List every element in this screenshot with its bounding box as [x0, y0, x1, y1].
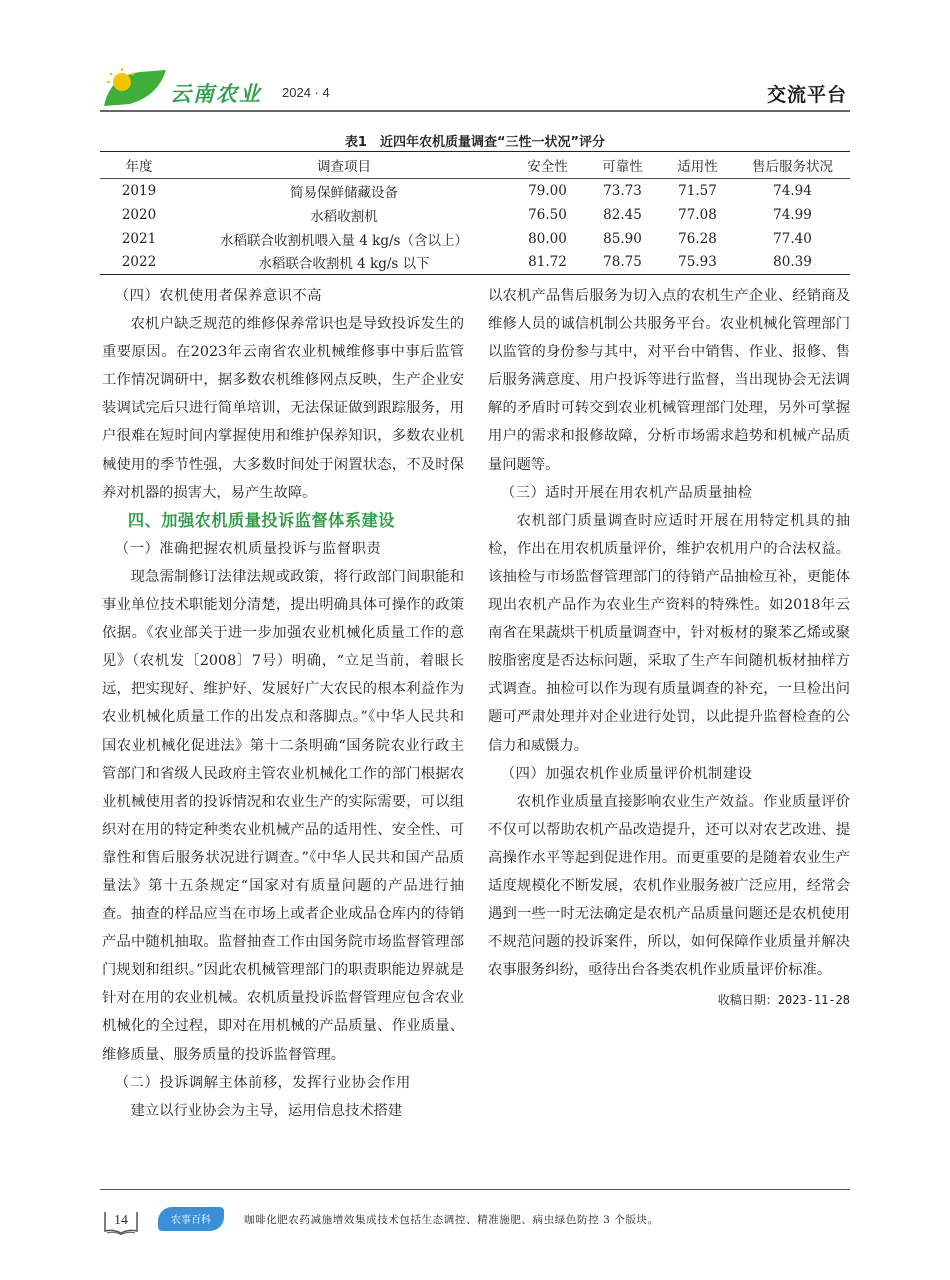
table-header-cell: 可靠性: [585, 152, 660, 179]
page-header: [0, 0, 950, 118]
paragraph: 农机作业质量直接影响农业生产效益。作业质量评价不仅可以帮助农机产品改造提升，还可以对农艺改进、提高操作水平等起到促进作用。而更重要的是随着农业生产适度规模化不断发展，农机作业服务被广泛应用，经常会遇到一些一时无法确定是农机产品质量问题还是农机使用不规范问题的投诉案件，所以，如何保障作业质量并解决农事服务纠纷，亟待出台各类农机作业质量评价标准。: [488, 793, 850, 979]
magazine-logo-icon: [100, 66, 168, 108]
table-cell: 水稻收割机: [310, 208, 378, 225]
column-name: 交流平台: [767, 84, 848, 106]
table-row: [100, 203, 850, 227]
table-cell: 74.94: [773, 182, 812, 199]
table-cell: 2022: [100, 251, 178, 275]
table-cell: 76.50: [528, 206, 567, 223]
paragraph: 现急需制修订法律法规或政策，将行政部门间职能和事业单位技术职能划分清楚，提出明确具体可操作的政策依据。《农业部关于进一步加强农业机械化质量工作的意见》（农机发〔2008〕7号）明确，“立足当前，着眼长远，把实现好、维护好、发展好广大农民的根本利益作为农业机械化质量工作的出发点和落脚点。”《中华人民共和国农业机械化促进法》第十二条明确“国务院农业行政主管部门和省级人民政府主管农业机械化工作的部门根据农业机械使用者的投诉情况和农业生产的实际需要，可以组织对在用的特定种类农业机械产品的适用性、安全性、可靠性和售后服务状况进行调查。”《中华人民共和国产品质量法》第十五条规定“国家对有质量问题的产品进行抽查。抽查的样品应当在市场上或者企业成品仓库内的待销产品中随机抽取。监督抽查工作由国务院市场监督管理部门规划和组织。”因此农机械管理部门的职责职能边界就是针对在用的农业机械。农机质量投诉监督管理应包含农业机械化的全过程，即对在用机械的产品质量、作业质量、维修质量、服务质量的投诉监督管理。: [102, 568, 464, 1063]
table-cell: 82.45: [603, 206, 642, 223]
table-cell: 水稻联合收割机喂入量 4 kg/s（含以上）: [220, 232, 468, 249]
page-number: 14: [114, 1213, 128, 1228]
table-row: [100, 227, 850, 251]
table-row: [100, 179, 850, 203]
table-cell: 79.00: [528, 182, 567, 199]
right-column: [488, 282, 850, 1014]
footer-tip-text: 咖啡化肥农药减施增效集成技术包括生态调控、精准施肥、病虫绿色防控 3 个版块。: [244, 1214, 659, 1226]
table-title: 表1 近四年农机质量调查“三性一状况”评分: [344, 135, 606, 150]
table-cell: 76.28: [678, 230, 717, 247]
received-date: 收稿日期：2023-11-28: [717, 993, 850, 1008]
issue-number: 2024 · 4: [282, 85, 330, 100]
magazine-name: 云南农业: [170, 81, 262, 106]
subheading: （二）投诉调解主体前移，发挥行业协会作用: [114, 1074, 411, 1091]
table-header-cell: 售后服务状况: [735, 152, 850, 179]
table-header-cell: 年度: [100, 152, 178, 179]
footer-divider: [100, 1189, 850, 1190]
footer-tag-label: 农事百科: [171, 1215, 211, 1226]
paragraph: 农机户缺乏规范的维修保养常识也是导致投诉发生的重要原因。在2023年云南省农业机械维修事中事后监管工作情况调研中，据多数农机维修网点反映，生产企业安装调试完后只进行简单培训，无法保证做到跟踪服务，用户很难在短时间内掌握使用和维护保养知识，多数农业机械使用的季节性强，大多数时间处于闲置状态，不及时保养对机器的损害大，易产生故障。: [102, 316, 464, 501]
table-cell: 77.08: [678, 206, 717, 223]
table-cell: 简易保鲜储藏设备: [290, 184, 398, 201]
table-cell: 78.75: [585, 251, 660, 275]
table-cell: 73.73: [603, 182, 642, 199]
table-cell: 71.57: [678, 182, 717, 199]
table-header-cell: 调查项目: [178, 152, 510, 179]
table-header-cell: 适用性: [660, 152, 735, 179]
header-divider: [100, 110, 850, 112]
subheading: （三）适时开展在用农机产品质量抽检: [500, 484, 753, 501]
left-column: [102, 282, 464, 1125]
table-header-row: [100, 152, 850, 179]
table-cell: 2019: [121, 182, 157, 199]
paragraph: 以农机产品售后服务为切入点的农机生产企业、经销商及维修人员的诚信机制公共服务平台。农业机械化管理部门以监管的身份参与其中，对平台中销售、作业、报修、售后服务满意度、用户投诉等进行监督，当出现协会无法调解的矛盾时可转交到农业机械管理部门处理，另外可掌握用户的需求和报修故障，分析市场需求趋势和机械产品质量问题等。: [488, 288, 850, 473]
table-cell: 2020: [121, 206, 157, 223]
table-cell: 水稻联合收割机 4 kg/s 以下: [178, 251, 510, 275]
paragraph: 建立以行业协会为主导，运用信息技术搭建: [130, 1102, 403, 1119]
table-row: [100, 251, 850, 275]
table-cell: 75.93: [660, 251, 735, 275]
subheading: （四）加强农机作业质量评价机制建设: [500, 765, 753, 782]
table-cell: 81.72: [510, 251, 585, 275]
table-header-cell: 安全性: [510, 152, 585, 179]
table-cell: 85.90: [603, 230, 642, 247]
subheading: （一）准确把握农机质量投诉与监督职责: [114, 540, 382, 557]
table-cell: 2021: [121, 230, 157, 247]
table-cell: 80.00: [528, 230, 567, 247]
section-heading: 四、加强农机质量投诉监督体系建设: [127, 510, 395, 530]
paragraph: 农机部门质量调查时应适时开展在用特定机具的抽检，作出在用农机质量评价，维护农机用户的合法权益。该抽检与市场监督管理部门的待销产品抽检互补，更能体现出农机产品作为农业生产资料的特殊性。如2018年云南省在果蔬烘干机质量调查中，针对板材的聚苯乙烯或聚胺脂密度是否达标问题，采取了生产车间随机板材抽样方式调查。抽检可以作为现有质量调查的补充，一旦检出问题可严肃处理并对企业进行处罚，以此提升监督检查的公信力和威慑力。: [488, 512, 850, 754]
table-cell: 74.99: [773, 206, 812, 223]
table-cell: 77.40: [773, 230, 812, 247]
quality-survey-table: [100, 151, 850, 275]
table-cell: 80.39: [735, 251, 850, 275]
subheading: （四）农机使用者保养意识不高: [114, 288, 323, 304]
